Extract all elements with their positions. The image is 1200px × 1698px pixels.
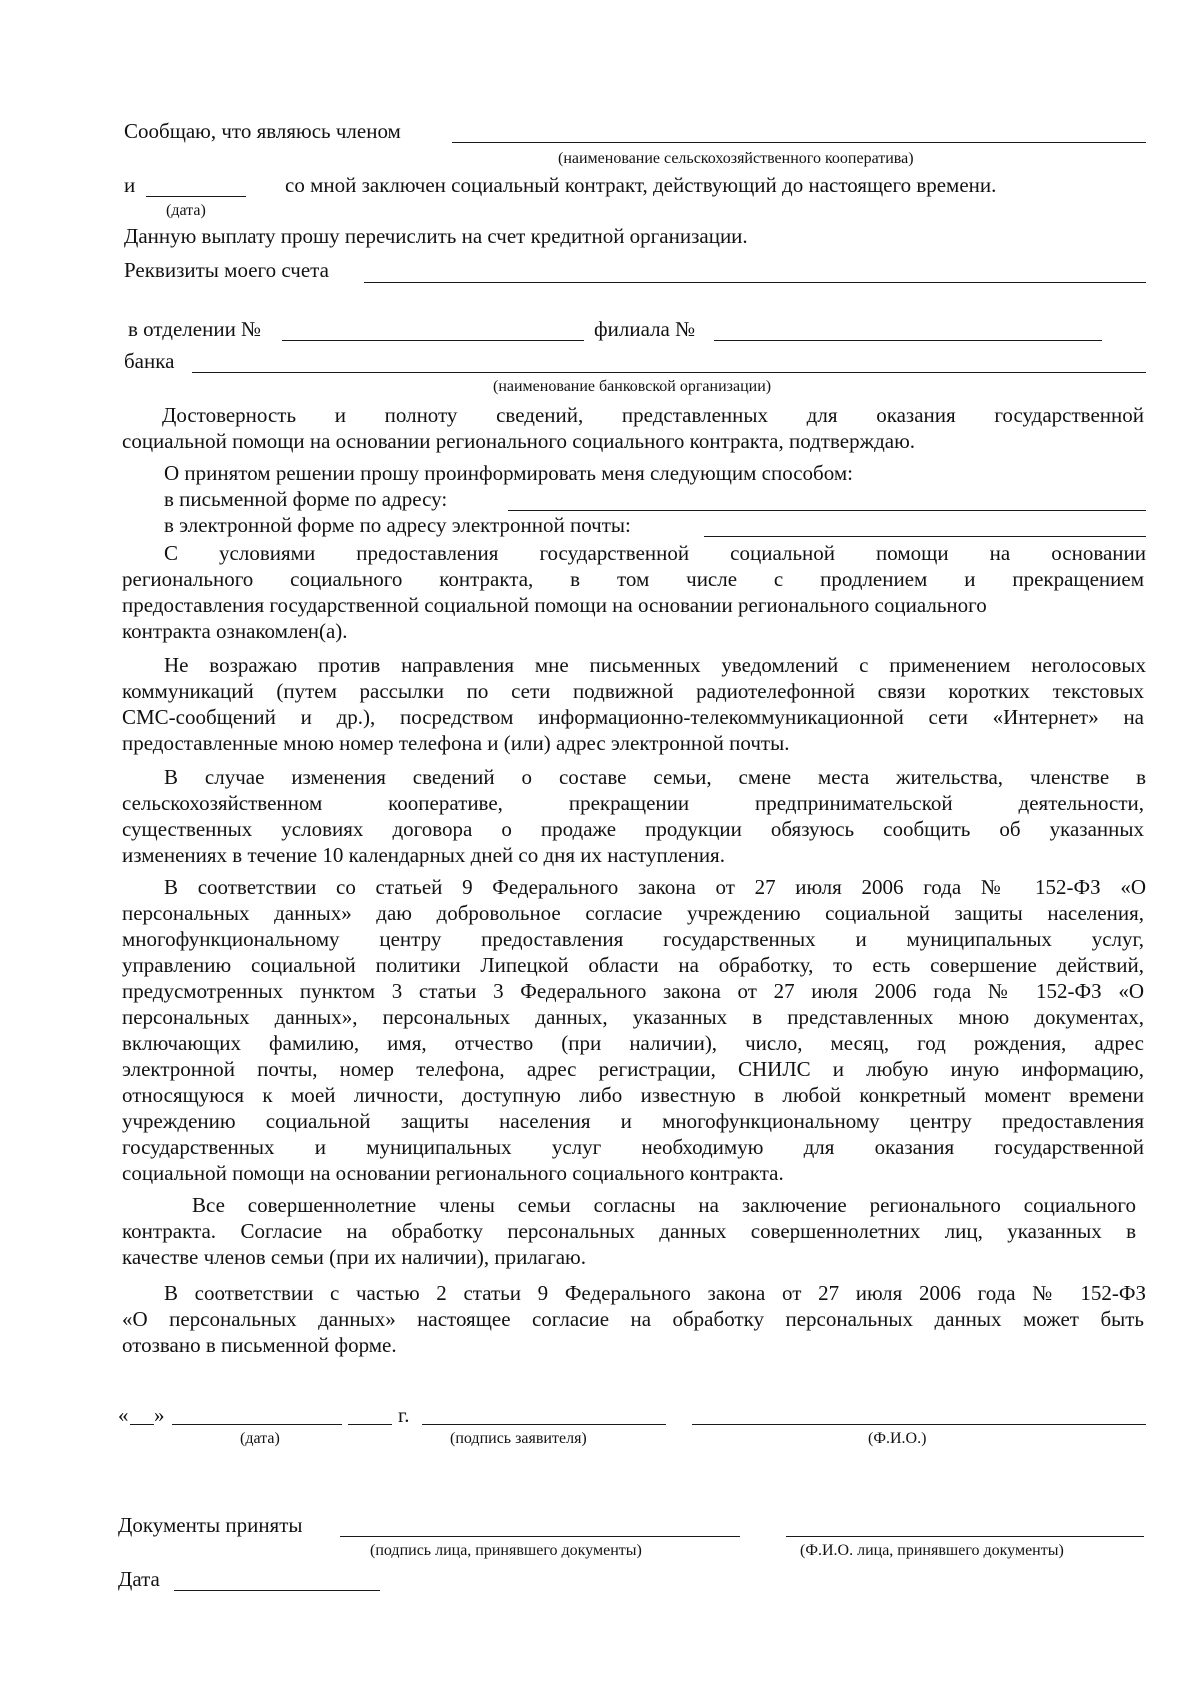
p6-line-11: государственных и муниципальных услуг необходимую для оказания государственной bbox=[122, 1135, 1144, 1159]
acceptor-signature-field[interactable] bbox=[340, 1536, 740, 1537]
applicant-signature-caption: (подпись заявителя) bbox=[450, 1430, 587, 1447]
p5-line-3: существенных условиях договора о продаже продукции обязуюсь сообщить об указанных bbox=[122, 817, 1144, 841]
p6-line-10: учреждению социальной защиты населения и многофункциональному центру предоставления bbox=[122, 1109, 1144, 1133]
cooperative-name-field[interactable] bbox=[452, 142, 1146, 143]
contract-date-caption: (дата) bbox=[166, 202, 206, 219]
applicant-signature-field[interactable] bbox=[422, 1424, 666, 1425]
bank-caption: (наименование банковской организации) bbox=[493, 378, 772, 395]
p7-line-2: контракта. Согласие на обработку персональных данных совершеннолетних лиц, указанных в bbox=[122, 1219, 1136, 1243]
p7-line-1: Все совершеннолетние члены семьи согласны на заключение регионального социального bbox=[192, 1193, 1136, 1217]
p6-line-2: персональных данных» даю добровольное согласие учреждению социальной защиты населения, bbox=[122, 901, 1144, 925]
documents-accepted-label: Документы приняты bbox=[118, 1513, 303, 1537]
cooperative-caption: (наименование сельскохозяйственного кооператива) bbox=[558, 150, 914, 167]
month-field[interactable] bbox=[172, 1424, 342, 1425]
acceptor-fio-field[interactable] bbox=[786, 1536, 1144, 1537]
p3-line-4: контракта ознакомлен(а). bbox=[122, 619, 348, 643]
contract-date-field[interactable] bbox=[146, 196, 246, 197]
branch-number-field[interactable] bbox=[282, 340, 584, 341]
member-label: Сообщаю, что являюсь членом bbox=[124, 119, 401, 143]
p7-line-3: качестве членов семьи (при их наличии), прилагаю. bbox=[122, 1245, 586, 1269]
year-suffix: г. bbox=[398, 1403, 410, 1427]
acceptor-signature-caption: (подпись лица, принявшего документы) bbox=[370, 1542, 642, 1559]
p1-line-2: социальной помощи на основании регионального социального контракта, подтверждаю. bbox=[122, 429, 916, 453]
p6-line-7: включающих фамилию, имя, отчество (при наличии), число, месяц, год рождения, адрес bbox=[122, 1031, 1144, 1055]
quote-close: » bbox=[154, 1403, 165, 1427]
p6-line-12: социальной помощи на основании регионального социального контракта. bbox=[122, 1161, 784, 1185]
account-details-field[interactable] bbox=[364, 282, 1146, 283]
p6-line-1: В соответствии со статьей 9 Федерального закона от 27 июля 2006 года № 152-ФЗ «О bbox=[164, 875, 1146, 899]
applicant-fio-field[interactable] bbox=[692, 1424, 1146, 1425]
acceptance-date-field[interactable] bbox=[174, 1590, 380, 1591]
p2-line: О принятом решении прошу проинформировать меня следующим способом: bbox=[164, 461, 853, 485]
filial-number-field[interactable] bbox=[714, 340, 1102, 341]
branch-label: в отделении № bbox=[128, 317, 262, 341]
p5-line-2: сельскохозяйственном кооперативе, прекращении предпринимательской деятельности, bbox=[122, 791, 1144, 815]
transfer-text: Данную выплату прошу перечислить на счет кредитной организации. bbox=[124, 224, 748, 248]
acceptance-date-label: Дата bbox=[118, 1567, 160, 1591]
p6-line-8: электронной почты, номер телефона, адрес регистрации, СНИЛС и любую иную информацию, bbox=[122, 1057, 1144, 1081]
and-label: и bbox=[124, 173, 136, 197]
postal-address-field[interactable] bbox=[508, 510, 1146, 511]
p4-line-1: Не возражаю против направления мне письменных уведомлений с применением неголосовых bbox=[164, 653, 1146, 677]
p6-line-6: персональных данных», персональных данных, указанных в представленных мною документах, bbox=[122, 1005, 1144, 1029]
p3-line-2: регионального социального контракта, в том числе с продлением и прекращением bbox=[122, 567, 1144, 591]
applicant-fio-caption: (Ф.И.О.) bbox=[868, 1430, 927, 1447]
p4-line-4: предоставленные мною номер телефона и (или) адрес электронной почты. bbox=[122, 731, 790, 755]
p6-line-9: относящуюся к моей личности, доступную либо известную в любой конкретный момент времени bbox=[122, 1083, 1144, 1107]
p8-line-3: отозвано в письменной форме. bbox=[122, 1333, 397, 1357]
p3-line-3: предоставления государственной социальной помощи на основании регионального социального bbox=[122, 593, 987, 617]
p8-line-2: «О персональных данных» настоящее согласие на обработку персональных данных может быть bbox=[122, 1307, 1144, 1331]
email-method-label: в электронной форме по адресу электронной почты: bbox=[164, 513, 631, 537]
p8-line-1: В соответствии с частью 2 статьи 9 Федерального закона от 27 июля 2006 года № 152-ФЗ bbox=[164, 1281, 1146, 1305]
year-field[interactable] bbox=[348, 1424, 392, 1425]
p3-line-1: С условиями предоставления государственной социальной помощи на основании bbox=[164, 541, 1146, 565]
contract-text: со мной заключен социальный контракт, действующий до настоящего времени. bbox=[285, 173, 997, 197]
bank-name-field[interactable] bbox=[192, 372, 1146, 373]
bank-label: банка bbox=[124, 349, 175, 373]
written-method-label: в письменной форме по адресу: bbox=[164, 487, 448, 511]
p5-line-4: изменениях в течение 10 календарных дней со дня их наступления. bbox=[122, 843, 725, 867]
p6-line-3: многофункциональному центру предоставления государственных и муниципальных услуг, bbox=[122, 927, 1144, 951]
email-address-field[interactable] bbox=[704, 536, 1146, 537]
quote-open: « bbox=[118, 1403, 129, 1427]
acceptor-fio-caption: (Ф.И.О. лица, принявшего документы) bbox=[800, 1542, 1064, 1559]
p1-line-1: Достоверность и полноту сведений, представленных для оказания государственной bbox=[162, 403, 1144, 427]
p5-line-1: В случае изменения сведений о составе семьи, смене места жительства, членстве в bbox=[164, 765, 1146, 789]
p6-line-4: управлению социальной политики Липецкой области на обработку, то есть совершение действий, bbox=[122, 953, 1144, 977]
signature-date-caption: (дата) bbox=[240, 1430, 280, 1447]
account-label: Реквизиты моего счета bbox=[124, 258, 329, 282]
p4-line-2: коммуникаций (путем рассылки по сети подвижной радиотелефонной связи коротких текстовых bbox=[122, 679, 1144, 703]
filial-label: филиала № bbox=[594, 317, 696, 341]
p6-line-5: предусмотренных пунктом 3 статьи 3 Федерального закона от 27 июля 2006 года № 152-ФЗ «О bbox=[122, 979, 1144, 1003]
day-field[interactable] bbox=[130, 1424, 154, 1425]
p4-line-3: СМС-сообщений и др.), посредством информационно-телекоммуникационной сети «Интернет» на bbox=[122, 705, 1144, 729]
